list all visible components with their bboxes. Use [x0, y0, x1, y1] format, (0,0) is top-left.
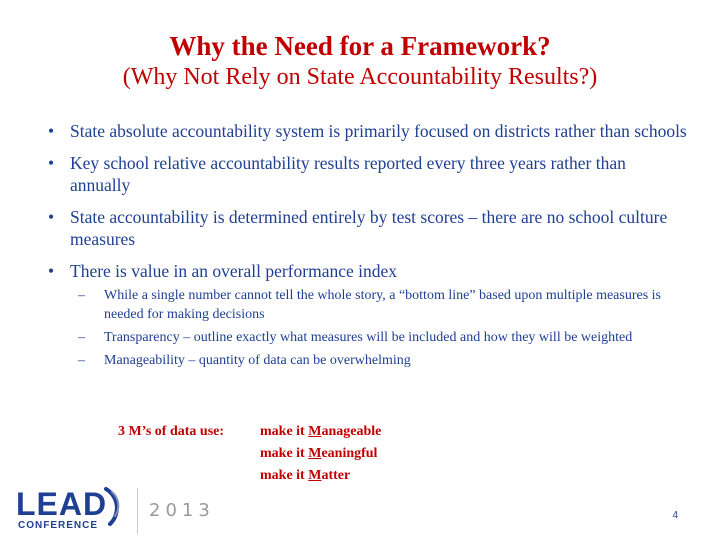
three-ms-block [118, 421, 381, 487]
slide-title-block [0, 30, 720, 92]
slide-subtitle: (Why Not Rely on State Accountability Results?) [122, 64, 598, 90]
bullet-item [48, 120, 688, 142]
logo-word: LEAD [16, 486, 108, 522]
sub-bullet-dash: – [78, 288, 85, 303]
bullet-dot: • [48, 261, 55, 281]
bullet-list [48, 120, 688, 374]
sub-bullet-text: While a single number cannot tell the whole story, a “bottom line” based upon multiple measures is needed for making decisions [104, 288, 662, 322]
three-ms-item: make it Matter [260, 468, 351, 483]
three-ms-row [118, 465, 381, 487]
bullet-dot: • [48, 121, 55, 141]
bullet-text: Key school relative accountability results reported every three years rather than annually [70, 153, 626, 195]
logo-sub: CONFERENCE [18, 520, 99, 530]
three-ms-item: make it Manageable [260, 424, 382, 439]
three-ms-label: 3 M’s of data use: [118, 424, 225, 439]
bullet-text: State absolute accountability system is primarily focused on districts rather than schools [70, 121, 687, 141]
three-ms-row [118, 421, 381, 443]
sub-bullet-item [78, 328, 688, 347]
sub-bullet-text: Transparency – outline exactly what measures will be included and how they will be weighted [104, 330, 633, 345]
sub-bullet-dash: – [78, 353, 85, 368]
bullet-dot: • [48, 207, 55, 227]
page-number: 4 [672, 510, 678, 521]
lead-conference-logo [14, 486, 136, 530]
sub-bullet-dash: – [78, 330, 85, 345]
bullet-item [48, 152, 688, 196]
three-ms-row [118, 443, 381, 465]
bullet-item [48, 206, 688, 250]
bullet-dot: • [48, 153, 55, 173]
slide-title: Why the Need for a Framework? [169, 31, 551, 61]
bullet-text: State accountability is determined entirely by test scores – there are no school culture measures [70, 207, 668, 249]
sub-bullet-text: Manageability – quantity of data can be overwhelming [104, 353, 411, 368]
sub-bullet-item [78, 351, 688, 370]
three-ms-item: make it Meaningful [260, 446, 378, 461]
footer-divider [137, 488, 138, 534]
sub-bullet-list [48, 286, 688, 370]
bullet-item [48, 260, 688, 282]
bullet-text: There is value in an overall performance index [70, 261, 398, 281]
footer-year: 2013 [149, 500, 215, 521]
sub-bullet-item [78, 286, 688, 324]
